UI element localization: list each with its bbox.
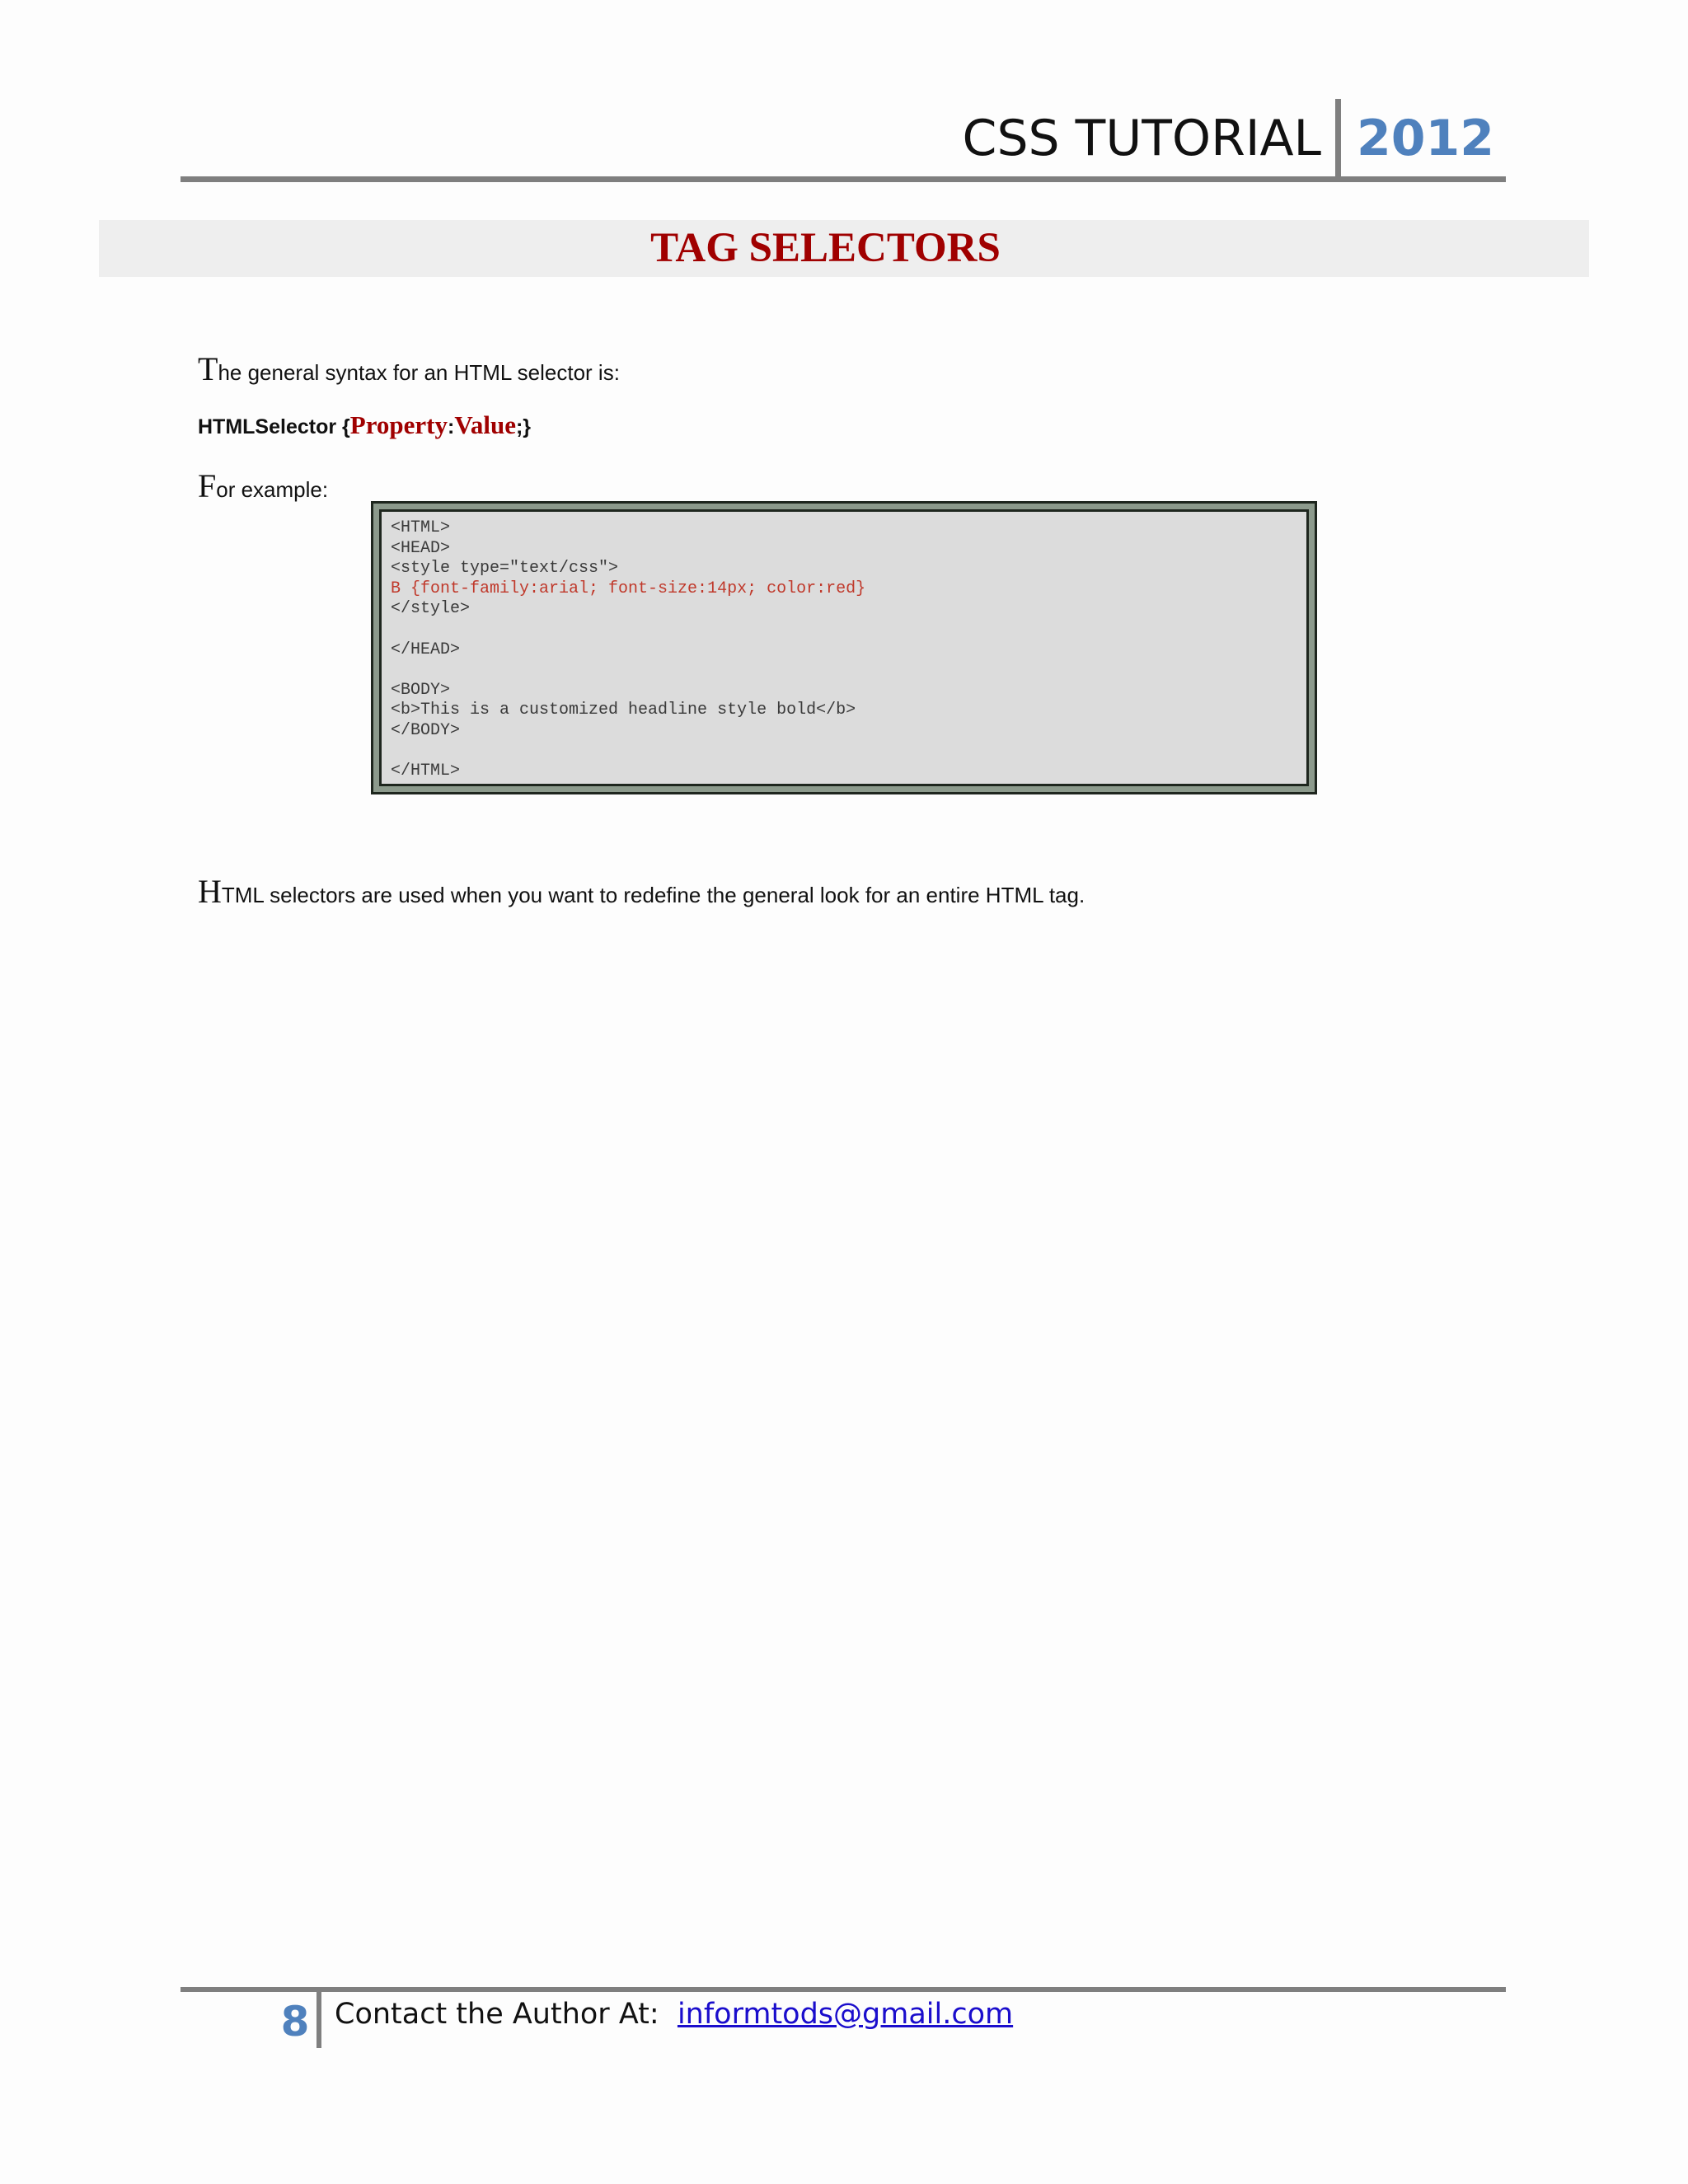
footer-rule	[181, 1987, 1506, 1992]
section-heading: TAG SELECTORS	[650, 225, 1001, 271]
code-line-highlight: B {font-family:arial; font-size:14px; color:red}	[391, 579, 866, 598]
intro-paragraph	[198, 350, 620, 389]
closing-dropcap: H	[198, 873, 222, 910]
code-line	[391, 660, 1306, 681]
syntax-end: ;}	[515, 415, 532, 438]
code-line: </HEAD>	[391, 640, 461, 659]
code-block-inner	[379, 509, 1309, 786]
example-dropcap: F	[198, 467, 217, 504]
syntax-property: Property	[349, 410, 448, 439]
header-year: 2012	[1357, 110, 1494, 167]
code-line: </style>	[391, 599, 471, 619]
example-text: or example:	[216, 477, 329, 502]
footer-contact	[335, 1995, 1013, 2033]
code-line: </BODY>	[391, 720, 461, 740]
syntax-line	[198, 410, 531, 442]
closing-paragraph	[198, 875, 1085, 912]
header-rule	[181, 176, 1506, 182]
header-divider	[1335, 99, 1341, 178]
example-label	[198, 467, 329, 506]
author-email-link[interactable]: informtods@gmail.com	[677, 1998, 1014, 2031]
code-line: </HTML>	[391, 762, 461, 781]
intro-dropcap: T	[198, 350, 218, 387]
syntax-selector: HTMLSelector {	[198, 415, 350, 438]
code-block	[371, 501, 1317, 794]
code-line: <HTML>	[391, 518, 451, 537]
contact-label: Contact the Author At:	[335, 1998, 659, 2031]
footer-divider	[316, 1987, 321, 2048]
syntax-colon: :	[447, 415, 455, 438]
header-title: CSS TUTORIAL	[962, 110, 1321, 167]
code-line	[391, 620, 1306, 640]
closing-text: TML selectors are used when you want to redefine the general look for an entire HTML tag.	[221, 883, 1085, 907]
code-line: <BODY>	[391, 680, 451, 700]
intro-text: he general syntax for an HTML selector is:	[218, 360, 620, 385]
code-line: <style type="text/css">	[391, 559, 619, 579]
code-line	[391, 742, 1306, 762]
code-line: <b>This is a customized headline style bold</b>	[391, 701, 856, 720]
code-line: <HEAD>	[391, 538, 451, 558]
syntax-value: Value	[454, 410, 516, 439]
page-number: 8	[280, 1998, 310, 2046]
